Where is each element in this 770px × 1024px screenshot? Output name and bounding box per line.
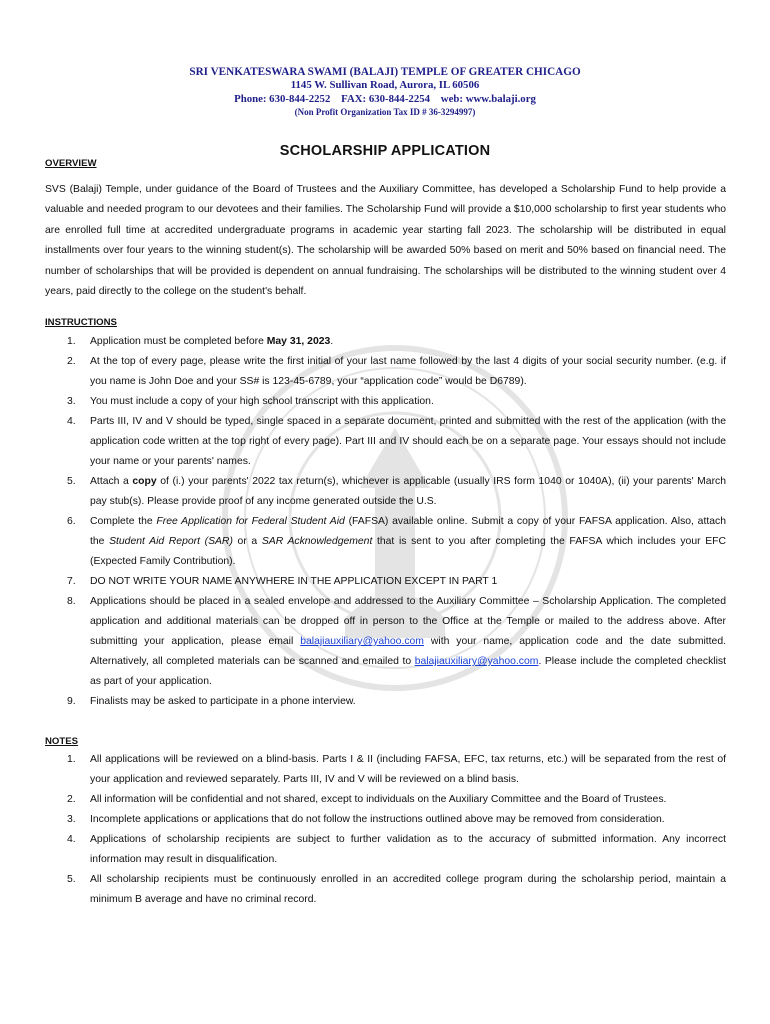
org-name: SRI VENKATESWARA SWAMI (BALAJI) TEMPLE OF GREATER CHICAGO [189,66,581,78]
deadline-date: May 31, 2023 [266,336,331,347]
org-tax-id: (Non Profit Organization Tax ID # 36-3294997) [294,107,476,117]
org-address: 1145 W. Sullivan Road, Aurora, IL 60506 [290,79,480,91]
org-contact: Phone: 630-844-2252 FAX: 630-844-2254 web: www.balaji.org [234,93,536,105]
instruction-item-4: 4. Parts III, IV and V should be typed, single spaced in a separate document, printed and submitted with the rest of the application (with the application code written at the top right of every page). Part III and IV should each be on a separate page. Your essays should not include your name or your parents' names. [67,416,726,467]
note-item-5: 5. All scholarship recipients must be continuously enrolled in an accredited college program during the scholarship period, maintain a minimum B average and have no criminal record. [67,874,726,905]
instructions-heading: INSTRUCTIONS [45,317,117,328]
instruction-item-6: 6. Complete the Free Application for Federal Student Aid (FAFSA) available online. Submit a copy of your FAFSA application. Also, attach the Student Aid Report (SAR) or a SAR Acknowledgement that is sent to you after completing the FAFSA which includes your EFC (Expected Family Contribution). [67,516,726,567]
notes-list [45,750,726,910]
overview-paragraph: SVS (Balaji) Temple, under guidance of the Board of Trustees and the Auxiliary Committee, has developed a Scholarship Fund to help provide a valuable and needed program to our devotees and their families. The Scholarship Fund will provide a $10,000 scholarship to first year students who are enrolled full time at accredited undergraduate programs in academic year starting fall 2023. The scholarship will be distributed in equal installments over four years to the winning student(s). The scholarship will be awarded 50% based on merit and 50% based on financial need. The number of scholarships that will be provided is dependent on annual fundraising. The scholarships will be distributed to the winning student over 4 years, paid directly to the college on the student's behalf. [45,184,726,298]
notes-heading: NOTES [45,736,79,747]
note-item-2: 2. All information will be confidential and not shared, except to individuals on the Auxiliary Committee and the Board of Trustees. [67,794,667,805]
instruction-item-3: 3. You must include a copy of your high school transcript with this application. [67,396,434,407]
overview-heading: OVERVIEW [45,158,97,169]
instructions-list [45,332,726,712]
instruction-item-8: 8. Applications should be placed in a sealed envelope and addressed to the Auxiliary Committee – Scholarship Application. The completed application and additional materials can be dropped off in person to the Office at the Temple or mailed to the address above. After submitting your application, please email balajiauxiliary@yahoo.com with your name, application code and the date submitted. Alternatively, all completed materials can be scanned and emailed to balajiauxiliary@yahoo.com. Please include the completed checklist as part of your application. [67,596,727,687]
note-item-1: 1. All applications will be reviewed on a blind-basis. Parts I & II (including FAFSA, EFC, tax returns, etc.) will be separated from the rest of your application and reviewed separately. Parts III, IV and V will be reviewed on a blind basis. [67,754,726,785]
instruction-item-9: 9. Finalists may be asked to participate in a phone interview. [67,696,356,707]
instruction-item-1: 1. Application must be completed before May 31, 2023. [67,336,334,347]
note-item-3: 3. Incomplete applications or applications that do not follow the instructions outlined above may be removed from consideration. [67,814,665,825]
note-item-4: 4. Applications of scholarship recipients are subject to further validation as to the accuracy of submitted information. Any incorrect information may result in disqualification. [67,834,726,865]
instruction-item-7: 7. DO NOT WRITE YOUR NAME ANYWHERE IN THE APPLICATION EXCEPT IN PART 1 [67,576,498,587]
page-title: SCHOLARSHIP APPLICATION [279,143,491,159]
email-link[interactable]: balajiauxiliary@yahoo.com [300,636,424,647]
instruction-item-2: 2. At the top of every page, please write the first initial of your last name followed by the last 4 digits of your social security number. (e.g. if you name is John Doe and your SS# is 123-45-6789, your “application code” would be D6789). [67,356,726,387]
instruction-item-5: 5. Attach a copy of (i.) your parents' 2022 tax return(s), whichever is applicable (usually IRS form 1040 or 1040A), (ii) your parents' March pay stub(s). Please provide proof of any income generated outside the U.S. [67,476,727,507]
email-link-2[interactable]: balajiauxiliary@yahoo.com [414,656,539,667]
